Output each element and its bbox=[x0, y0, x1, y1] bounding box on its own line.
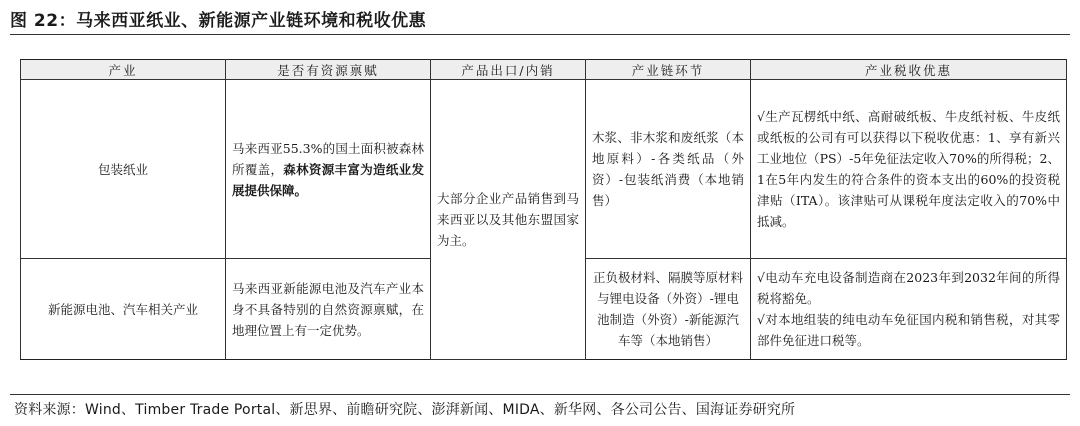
chain-text: 木浆、非木浆和废纸浆（本地原料）-各类纸品（外资）-包装纸消费（本地销售） bbox=[592, 130, 744, 208]
source-divider bbox=[10, 394, 1070, 395]
resource-cell bbox=[226, 80, 431, 259]
resource-highlight: 森林资源丰富为造纸业发展提供保障。 bbox=[232, 161, 424, 198]
incentive-table bbox=[20, 59, 1067, 360]
chain-text: 正负极材料、隔膜等原材料与锂电设备（外资）-锂电池制造（外资）-新能源汽车等（本地销售） bbox=[592, 270, 743, 348]
header-resource: 是否有资源禀赋 bbox=[226, 60, 431, 80]
tax-cell bbox=[751, 80, 1067, 259]
tax-text: √生产瓦楞纸中纸、高耐破纸板、牛皮纸衬板、牛皮纸或纸板的公司有可以获得以下税收优惠：1、享有新兴工业地位（PS）-5年免征法定收入70%的所得税；2、1在5年内发生的符合条件的资本支出的60%的投资税津贴（ITA）。该津贴可从课税年度法定收入的70%中抵减。 bbox=[757, 109, 1060, 229]
table-row bbox=[21, 80, 1067, 259]
resource-text: 马来西亚55.3%的国土面积被森林所覆盖， bbox=[232, 140, 424, 177]
export-text: 大部分企业产品销售到马来西亚以及其他东盟国家为主。 bbox=[437, 191, 579, 248]
tax-item: √电动车充电设备制造商在2023年到2032年间的所得税将豁免。 bbox=[757, 270, 1060, 306]
resource-text: 马来西亚新能源电池及汽车产业本身不具备特别的自然资源禀赋，在地理位置上有一定优势。 bbox=[232, 280, 424, 338]
header-tax: 产业税收优惠 bbox=[751, 60, 1067, 80]
title-divider bbox=[10, 34, 1070, 35]
export-cell bbox=[431, 80, 586, 360]
chain-cell bbox=[586, 259, 751, 360]
industry-label: 新能源电池、汽车相关产业 bbox=[47, 301, 198, 317]
table-header-row bbox=[21, 60, 1067, 80]
industry-cell bbox=[21, 259, 226, 360]
tax-cell bbox=[751, 259, 1067, 360]
source-note: 资料来源：Wind、Timber Trade Portal、新思界、前瞻研究院、澎湃新闻、MIDA、新华网、各公司公告、国海证券研究所 bbox=[14, 402, 796, 418]
industry-label: 包装纸业 bbox=[97, 161, 148, 177]
figure-title: 图 22：马来西亚纸业、新能源产业链环境和税收优惠 bbox=[10, 11, 427, 31]
header-industry: 产业 bbox=[21, 60, 226, 80]
chain-cell bbox=[586, 80, 751, 259]
header-export: 产品出口/内销 bbox=[431, 60, 586, 80]
header-chain: 产业链环节 bbox=[586, 60, 751, 80]
industry-cell bbox=[21, 80, 226, 259]
tax-item: √对本地组装的纯电动车免征国内税和销售税，对其零部件免征进口税等。 bbox=[757, 312, 1060, 348]
resource-cell bbox=[226, 259, 431, 360]
